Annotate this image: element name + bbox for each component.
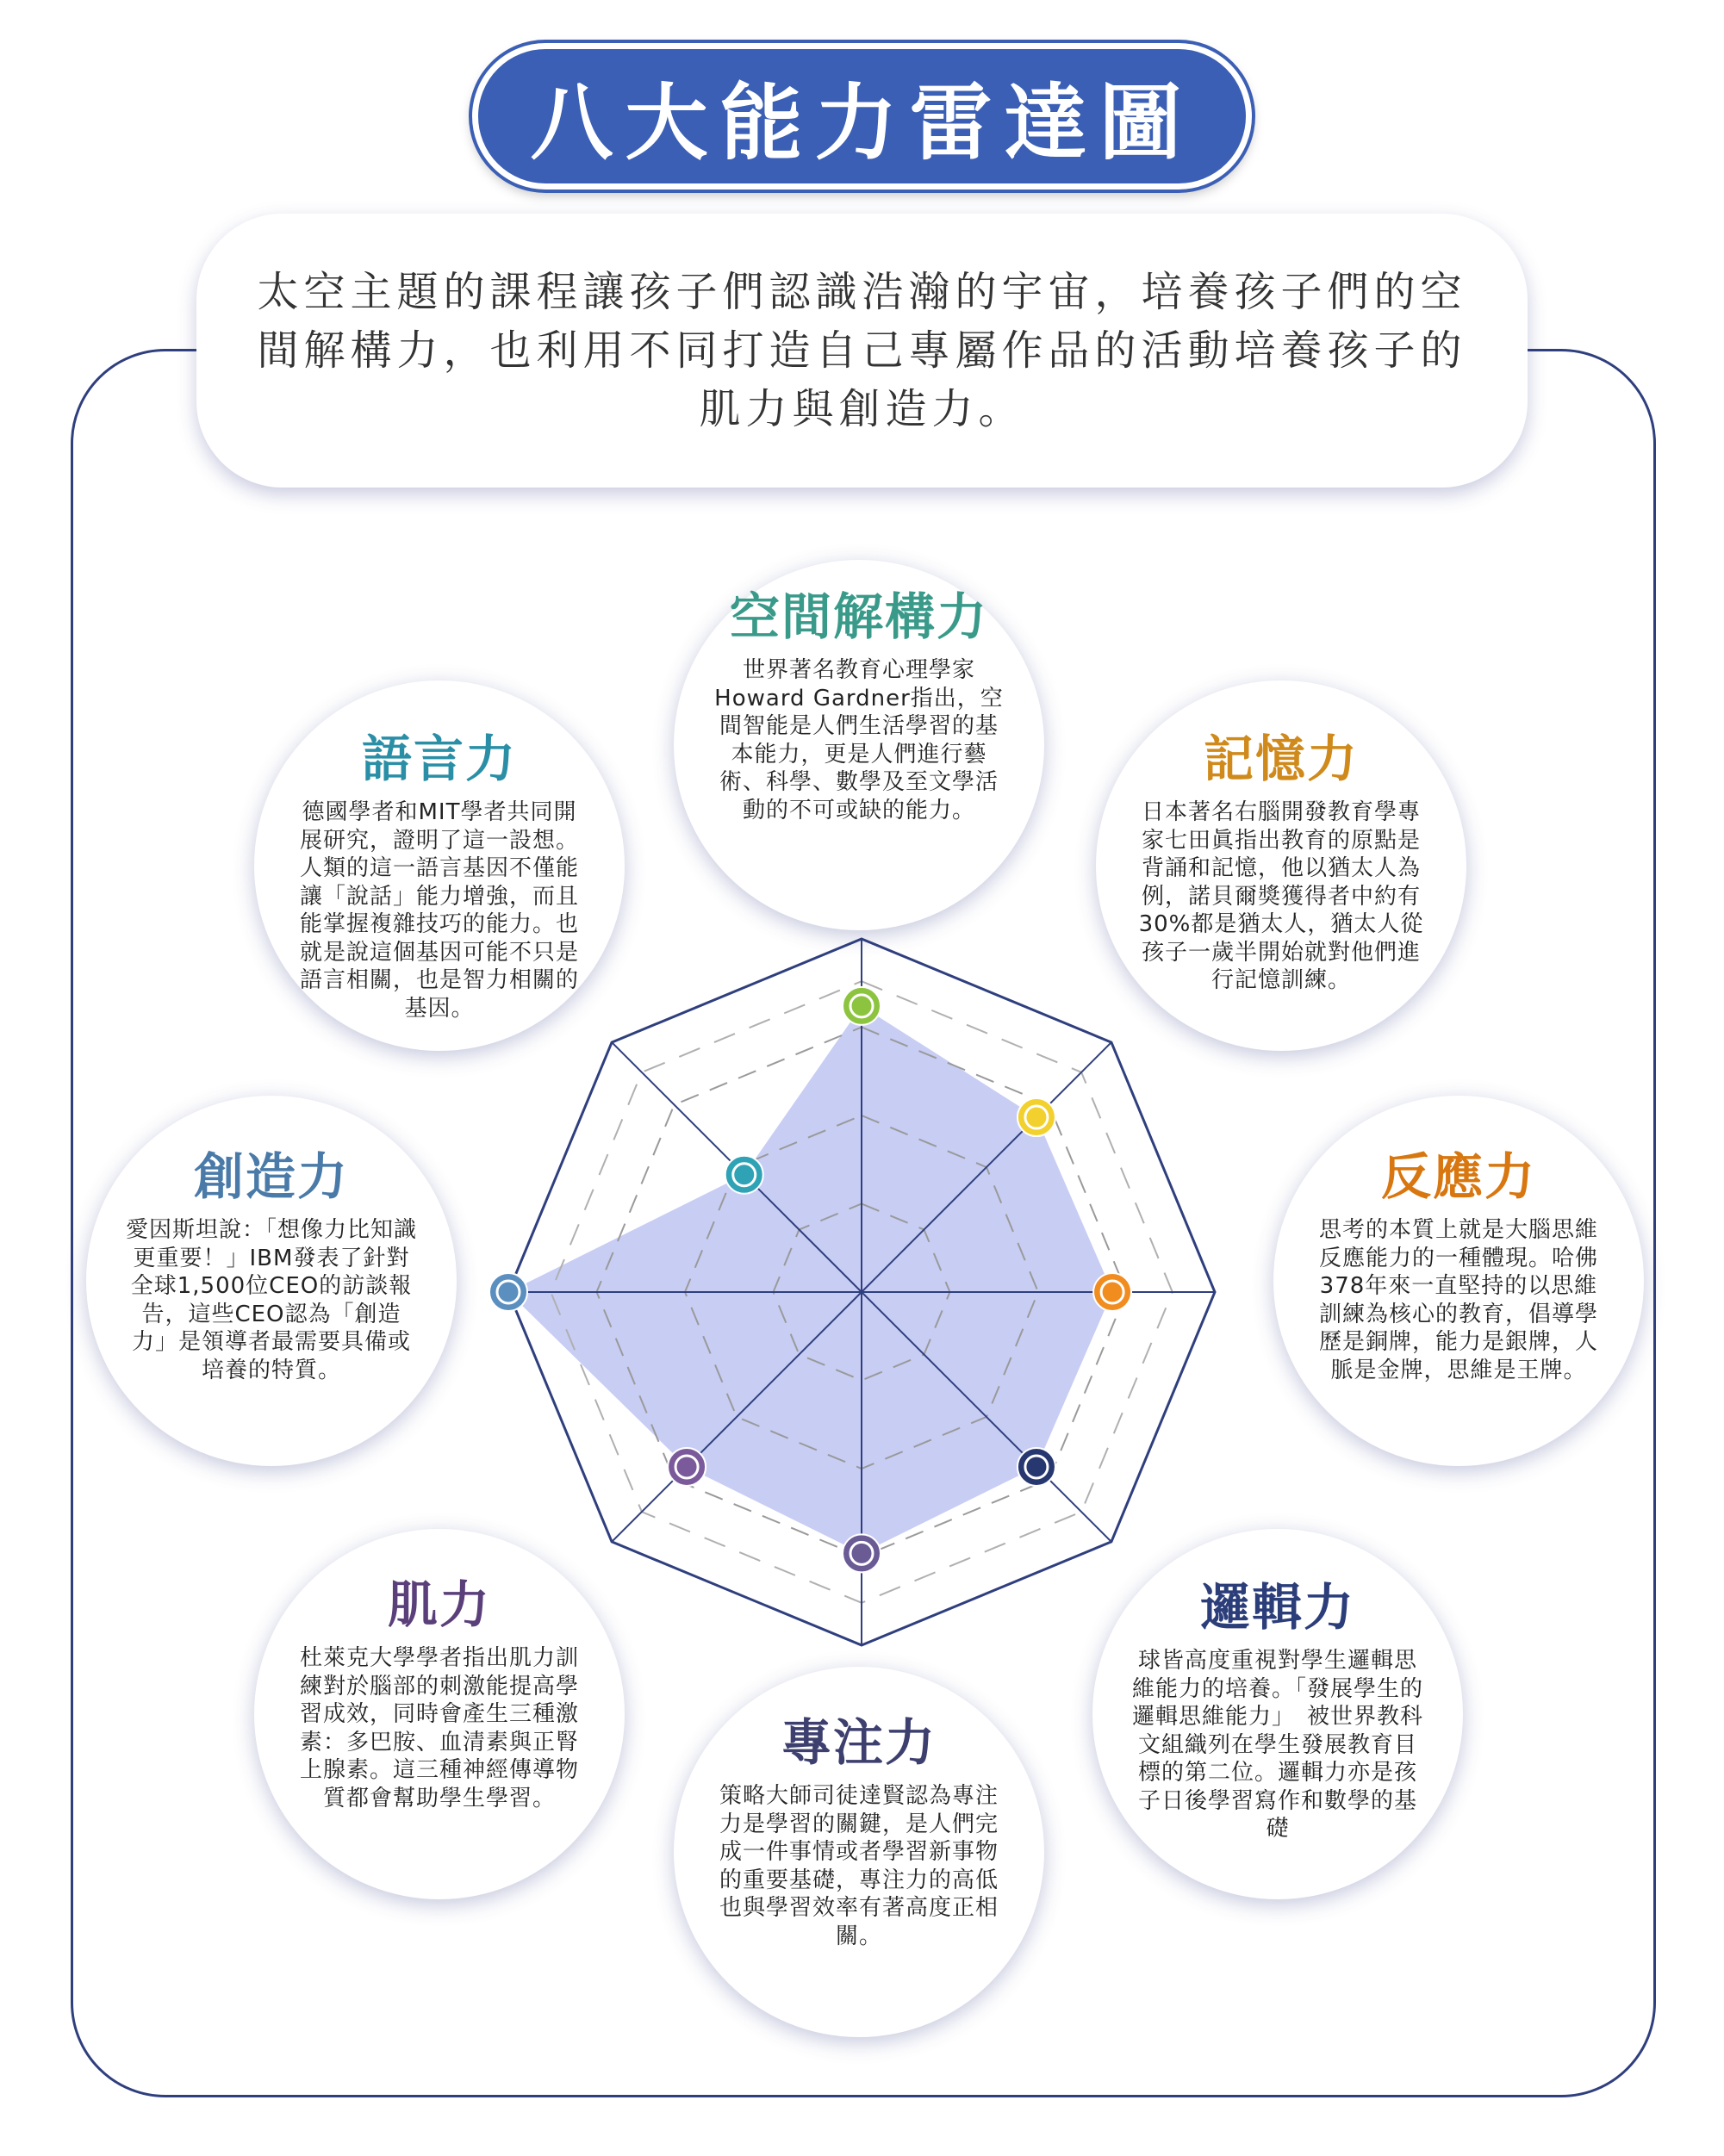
intro-card	[196, 214, 1528, 488]
ability-title: 空間解構力	[729, 587, 988, 646]
radar-point	[843, 1534, 881, 1572]
radar-point	[843, 987, 881, 1025]
ability-title: 邏輯力	[1199, 1578, 1355, 1637]
title-banner	[472, 43, 1252, 190]
page-title: 八大能力雷達圖	[530, 74, 1194, 171]
ability-creativity	[86, 1096, 457, 1466]
ability-description: 德國學者和MIT學者共同開展研究，證明了這一設想。人類的這一語言基因不僅能讓「說話」能力增強，而且能掌握複雜技巧的能力。也就是說這個基因可能不只是語言相關，也是智力相關的基因。	[299, 799, 579, 1022]
ability-description: 策略大師司徒達賢認為專注力是學習的關鍵，是人們完成一件事情或者學習新事物的重要基礎，專注力的高低也與學習效率有著高度正相關。	[719, 1783, 999, 1949]
ability-focus	[674, 1667, 1044, 2037]
ability-title: 語言力	[361, 730, 517, 788]
ability-title: 肌力	[387, 1575, 491, 1634]
radar-point	[1018, 1448, 1055, 1486]
ability-spatial	[674, 560, 1044, 930]
ability-title: 創造力	[193, 1147, 349, 1206]
radar-point	[1093, 1273, 1131, 1311]
ability-reaction	[1273, 1096, 1644, 1466]
ability-description: 愛因斯坦說：「想像力比知識更重要！」IBM發表了針對全球1,500位CEO的訪談報告，這些CEO認為「創造力」是領導者最需要具備或培養的特質。	[125, 1217, 417, 1383]
radar-point	[1018, 1098, 1055, 1136]
intro-text: 太空主題的課程讓孩子們認識浩瀚的宇宙，培養孩子們的空間解構力，也利用不同打造自己專屬作品的活動培養孩子的肌力與創造力。	[257, 268, 1467, 433]
ability-title: 反應力	[1380, 1147, 1536, 1206]
ability-description: 日本著名右腦開發教育學專家七田眞指出教育的原點是背誦和記憶，他以猶太人為例，諾貝爾獎獲得者中約有30%都是猶太人，猶太人從孩子一歲半開始就對他們進行記憶訓練。	[1138, 799, 1424, 993]
ability-description: 杜萊克大學學者指出肌力訓練對於腦部的刺激能提高學習成效，同時會產生三種激素：多巴胺、血清素與正腎上腺素。這三種神經傳導物質都會幫助學生學習。	[299, 1645, 579, 1811]
ability-description: 世界著名教育心理學家Howard Gardner指出，空間智能是人們生活學習的基本能力，更是人們進行藝術、科學、數學及至文學活動的不可或缺的能力。	[714, 657, 1004, 823]
radar-point	[489, 1273, 527, 1311]
radar-point	[668, 1448, 706, 1486]
radar-chart	[482, 913, 1241, 1671]
ability-description: 思考的本質上就是大腦思維反應能力的一種體現。哈佛378年來一直堅持的以思維訓練為核心的教育，倡導學歷是銅牌，能力是銀牌，人脈是金牌，思維是王牌。	[1318, 1217, 1598, 1383]
ability-title: 專注力	[781, 1713, 937, 1772]
radar-point	[725, 1156, 763, 1194]
ability-description: 球皆高度重視對學生邏輯思維能力的培養。「發展學生的邏輯思維能力」 被世界教科文組織列在學生發展教育目標的第二位。邏輯力亦是孩子日後學習寫作和數學的基礎	[1131, 1648, 1423, 1842]
ability-title: 記憶力	[1203, 730, 1359, 788]
